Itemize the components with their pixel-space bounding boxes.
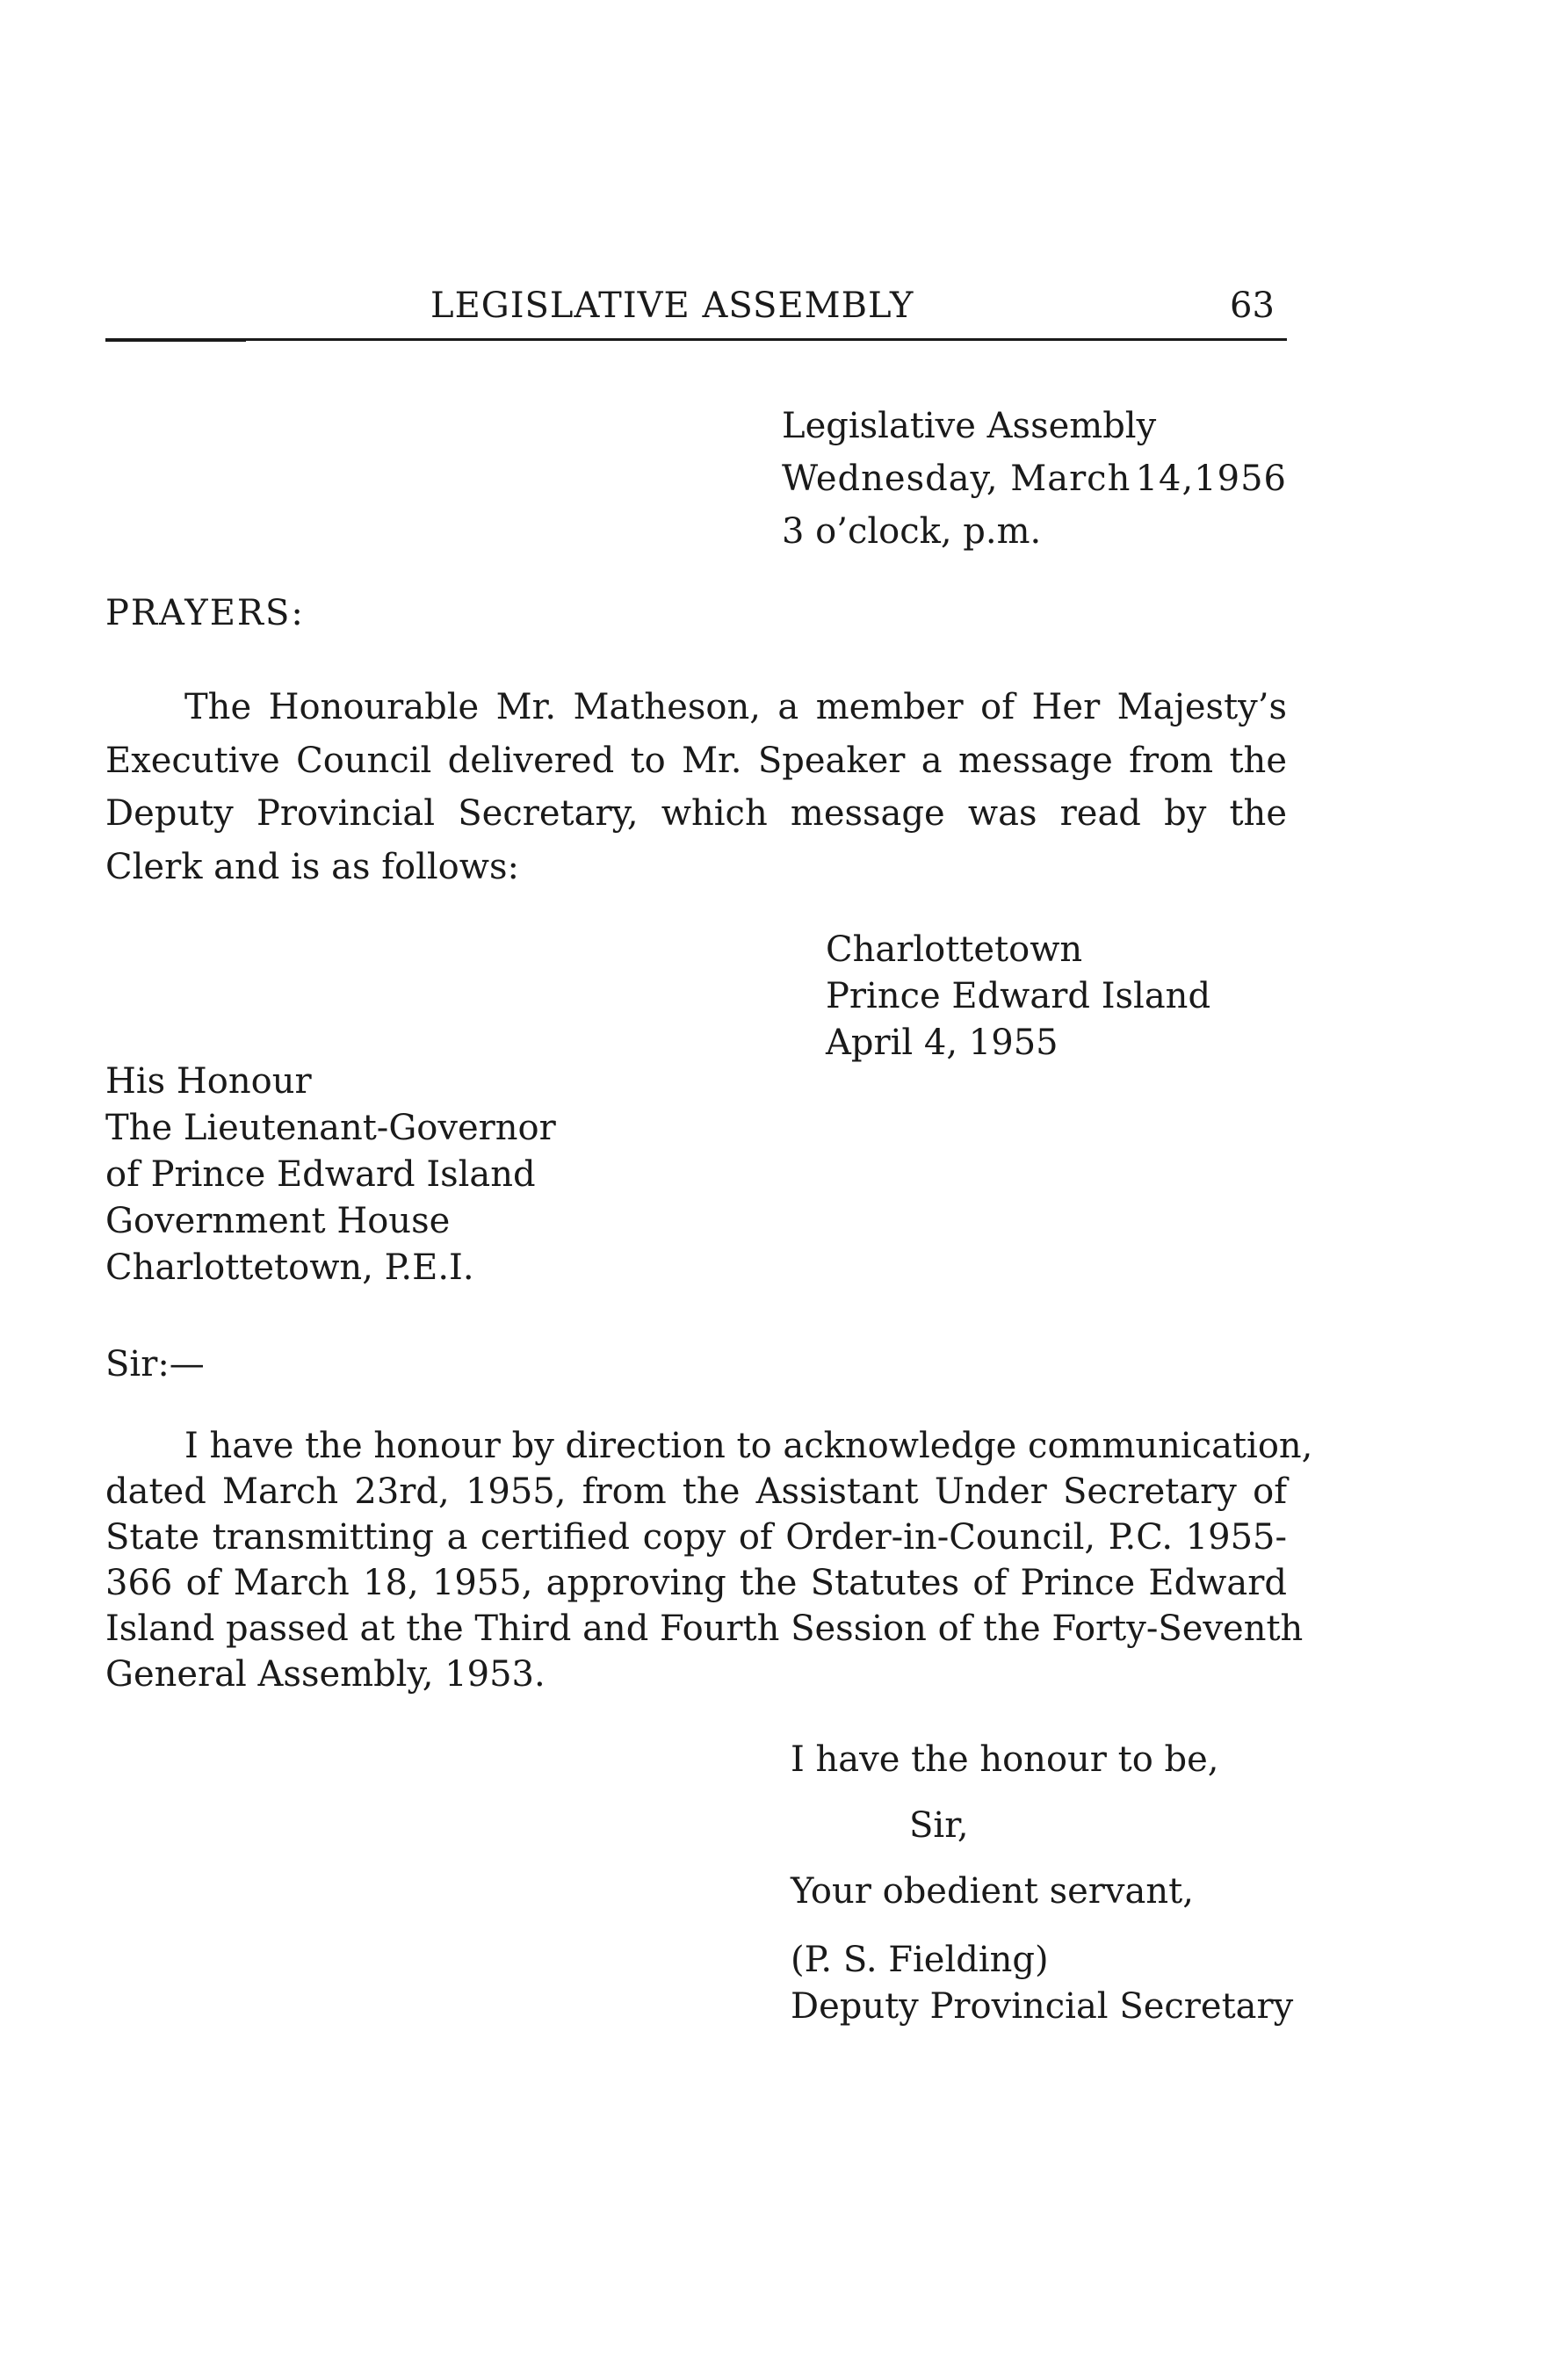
dateline [782, 400, 1287, 558]
dateline-place: Legislative Assembly [782, 406, 1157, 446]
recipient-line: of Prince Edward Island [105, 1154, 536, 1195]
dateline-date: 14,1956 [1135, 459, 1287, 499]
closing-line: I have the honour to be, [791, 1739, 1219, 1780]
paragraph-line: State transmitting a certified copy of Order-in-Council, P.C. 1955- [105, 1517, 1287, 1558]
recipient-line: Government House [105, 1201, 451, 1241]
paragraph-line: The Honourable Mr. Matheson, a member of Her Majesty’s [184, 687, 1287, 727]
paragraph-line: dated March 23rd, 1955, from the Assistant Under Secretary of [105, 1471, 1287, 1512]
dateline-day: Wednesday, March [782, 459, 1131, 499]
paragraph-line: 366 of March 18, 1955, approving the Statutes of Prince Edward [105, 1563, 1287, 1603]
paragraph-line: Island passed at the Third and Fourth Session of the Forty-Seventh [105, 1609, 1304, 1649]
recipient-line: The Lieutenant-Governor [105, 1108, 556, 1148]
letter-salutation: Sir:— [105, 1344, 205, 1384]
dateline-time: 3 o’clock, p.m. [782, 511, 1042, 552]
message-paragraph [105, 681, 1287, 893]
letter-recipient [105, 1059, 556, 1291]
recipient-line: His Honour [105, 1061, 312, 1102]
running-header-title: LEGISLATIVE ASSEMBLY [430, 286, 914, 326]
paragraph-line: Deputy Provincial Secretary, which message was read by the [105, 793, 1287, 834]
recipient-line: Charlottetown, P.E.I. [105, 1247, 474, 1288]
paragraph-line: Clerk and is as follows: [105, 846, 519, 887]
letter-date: April 4, 1955 [826, 1023, 1059, 1063]
closing-line: Sir, [909, 1805, 969, 1846]
signature-title: Deputy Provincial Secretary [791, 1986, 1294, 2027]
header-rule [105, 338, 1287, 341]
paragraph-line: I have the honour by direction to acknowledge communication, [184, 1426, 1313, 1466]
letter-city: Charlottetown [826, 929, 1083, 970]
letter-body [105, 1423, 1313, 1697]
dateline-date-row [782, 452, 1287, 505]
page-number: 63 [1230, 286, 1275, 326]
paragraph-line: Executive Council delivered to Mr. Speaker a message from the [105, 740, 1287, 781]
closing-line: Your obedient servant, [791, 1871, 1194, 1912]
letter-province: Prince Edward Island [826, 976, 1211, 1016]
signature-block [791, 1937, 1293, 2030]
letter-place-date [826, 927, 1210, 1066]
prayers-heading: PRAYERS: [105, 593, 305, 633]
signature-name: (P. S. Fielding) [791, 1940, 1049, 1980]
paragraph-line: General Assembly, 1953. [105, 1654, 546, 1695]
